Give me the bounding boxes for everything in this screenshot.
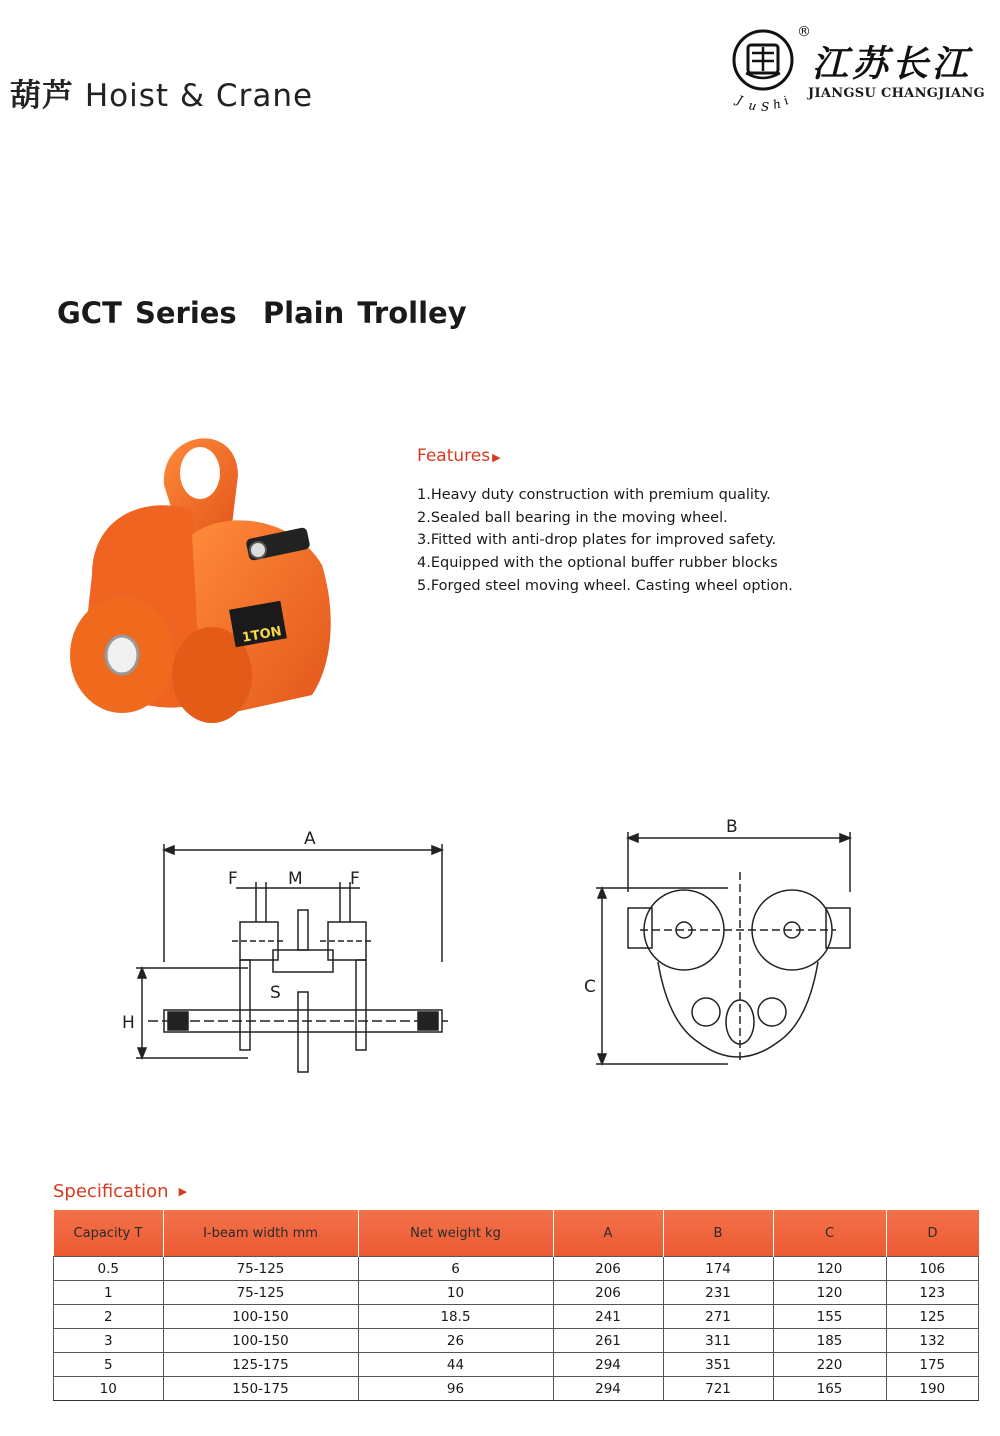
column-header-c: C [773, 1210, 886, 1257]
table-cell: 10 [358, 1281, 553, 1305]
table-cell: 241 [553, 1305, 663, 1329]
table-cell: 100-150 [163, 1305, 358, 1329]
brand-name-cn: 江苏长江 [812, 43, 973, 85]
table-cell: 175 [886, 1353, 979, 1377]
header-title-en: Hoist & Crane [84, 78, 314, 114]
table-cell: 132 [886, 1329, 979, 1353]
features-heading-text: Features [417, 446, 491, 466]
dim-label-a: A [304, 829, 316, 849]
table-cell: 3 [54, 1329, 164, 1353]
registered-mark: ® [797, 24, 811, 40]
table-cell: 75-125 [163, 1281, 358, 1305]
table-cell: 220 [773, 1353, 886, 1377]
table-cell: 96 [358, 1377, 553, 1401]
table-cell: 150-175 [163, 1377, 358, 1401]
table-cell: 18.5 [358, 1305, 553, 1329]
table-cell: 100-150 [163, 1329, 358, 1353]
dim-label-h: H [122, 1013, 135, 1033]
column-header-b: B [663, 1210, 773, 1257]
features-list [417, 484, 793, 598]
trolley-product-image [52, 415, 342, 730]
table-cell: 26 [358, 1329, 553, 1353]
table-cell: 206 [553, 1257, 663, 1281]
header-title-cn: 葫芦 [10, 78, 74, 114]
column-header-ibeam-width: I-beam width mm [163, 1210, 358, 1257]
table-cell: 123 [886, 1281, 979, 1305]
table-cell: 1 [54, 1281, 164, 1305]
table-cell: 125-175 [163, 1353, 358, 1377]
dim-label-f-right: F [350, 869, 360, 889]
table-row [54, 1257, 979, 1281]
svg-text:J: J [734, 92, 745, 108]
table-cell: 106 [886, 1257, 979, 1281]
table-header-row [54, 1210, 979, 1257]
table-cell: 351 [663, 1353, 773, 1377]
specification-table [53, 1210, 979, 1401]
table-cell: 190 [886, 1377, 979, 1401]
table-cell: 5 [54, 1353, 164, 1377]
table-cell: 185 [773, 1329, 886, 1353]
product-title: GCT Series Plain Trolley [57, 296, 467, 330]
feature-item: 2.Sealed ball bearing in the moving wheel. [417, 509, 728, 526]
feature-item: 5.Forged steel moving wheel. Casting wheel option. [417, 577, 793, 594]
table-cell: 0.5 [54, 1257, 164, 1281]
table-cell: 206 [553, 1281, 663, 1305]
table-row [54, 1329, 979, 1353]
table-cell: 294 [553, 1377, 663, 1401]
specification-heading [53, 1181, 187, 1202]
feature-item: 1.Heavy duty construction with premium quality. [417, 487, 771, 503]
dim-label-s: S [270, 983, 281, 1003]
dim-label-c: C [584, 977, 596, 997]
table-row [54, 1305, 979, 1329]
table-cell: 10 [54, 1377, 164, 1401]
table-row [54, 1377, 979, 1401]
svg-text:S: S [761, 100, 770, 114]
column-header-net-weight: Net weight kg [358, 1210, 553, 1257]
table-cell: 120 [773, 1281, 886, 1305]
dim-label-m: M [288, 869, 303, 889]
page-header-title [10, 70, 313, 115]
table-cell: 44 [358, 1353, 553, 1377]
arrow-right-icon: ▶ [492, 451, 501, 464]
table-cell: 271 [663, 1305, 773, 1329]
table-row [54, 1353, 979, 1377]
brand-name-en: JIANGSU CHANGJIANG [808, 86, 985, 101]
column-header-a: A [553, 1210, 663, 1257]
column-header-d: D [886, 1210, 979, 1257]
arrow-right-icon: ▶ [178, 1185, 188, 1198]
table-cell: 6 [358, 1257, 553, 1281]
table-cell: 294 [553, 1353, 663, 1377]
dim-label-f-left: F [228, 869, 238, 889]
feature-item: 4.Equipped with the optional buffer rubber blocks [417, 555, 778, 572]
table-cell: 721 [663, 1377, 773, 1401]
table-cell: 155 [773, 1305, 886, 1329]
table-cell: 311 [663, 1329, 773, 1353]
product-photo-label: 1TON [240, 624, 283, 646]
table-cell: 2 [54, 1305, 164, 1329]
table-cell: 261 [553, 1329, 663, 1353]
specification-heading-text: Specification [53, 1181, 169, 1202]
column-header-capacity: Capacity T [54, 1210, 164, 1257]
table-cell: 75-125 [163, 1257, 358, 1281]
table-row [54, 1281, 979, 1305]
front-view-drawing [584, 812, 858, 1072]
svg-text:h: h [771, 96, 783, 112]
dim-label-b: B [726, 817, 738, 837]
features-heading [417, 446, 501, 466]
table-cell: 125 [886, 1305, 979, 1329]
table-cell: 174 [663, 1257, 773, 1281]
table-cell: 231 [663, 1281, 773, 1305]
table-cell: 165 [773, 1377, 886, 1401]
table-cell: 120 [773, 1257, 886, 1281]
side-view-drawing [122, 822, 458, 1080]
svg-text:i: i [781, 93, 791, 108]
svg-text:u: u [747, 98, 758, 114]
feature-item: 3.Fitted with anti-drop plates for improved safety. [417, 532, 777, 549]
